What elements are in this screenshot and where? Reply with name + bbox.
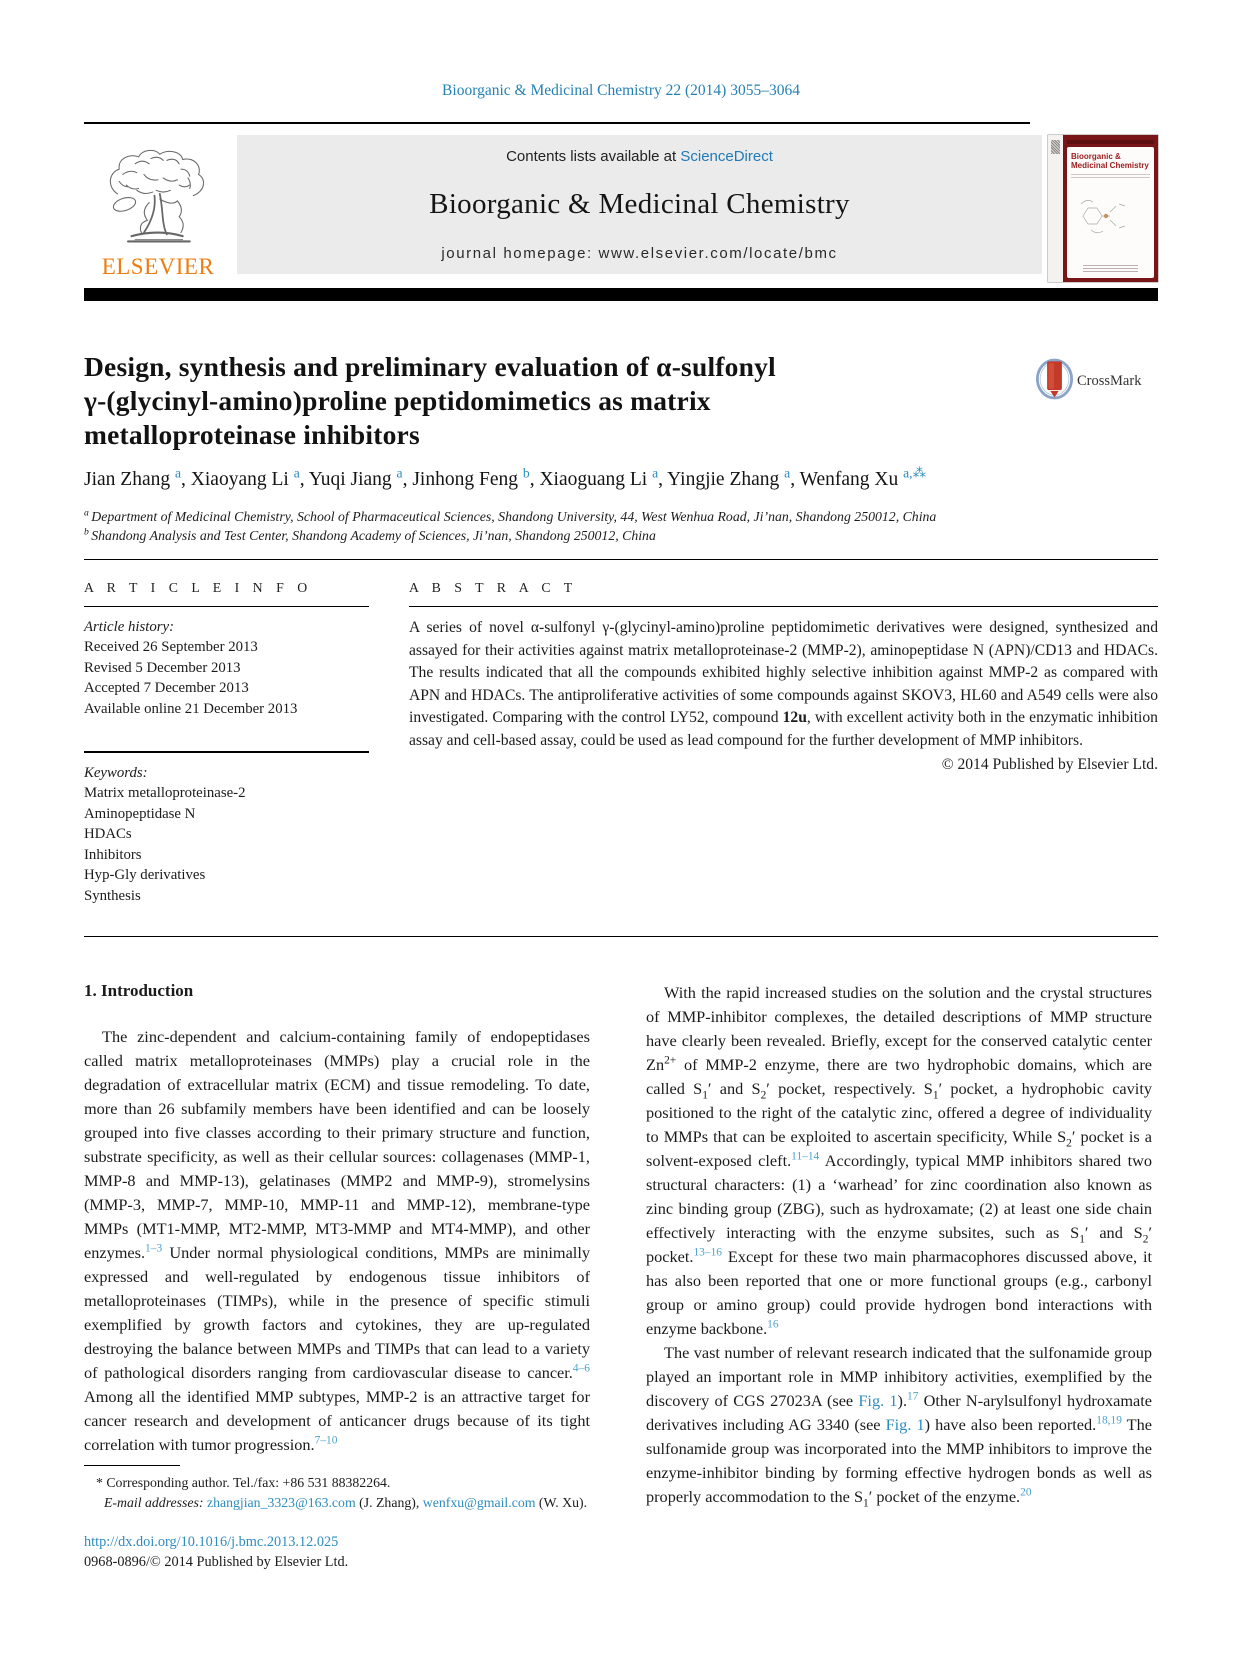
text-segment: (W. Xu).: [535, 1494, 588, 1510]
text-segment: ′ and S: [707, 1079, 761, 1099]
text-segment: 2: [1142, 1233, 1149, 1246]
abstract-text: [409, 617, 1158, 753]
list-item: Synthesis: [84, 887, 141, 904]
text-link[interactable]: 18,19: [1096, 1414, 1122, 1427]
text-segment: ′ pocket.: [646, 1223, 1152, 1267]
list-item: Aminopeptidase N: [84, 805, 196, 822]
text-segment: Except for these two main pharmacophores discussed above, it has also been reported that one or more functional groups (e.g., carbonyl group or amino group) could provide hydrogen bond interactions with enzyme backbone.: [646, 1247, 1152, 1339]
doi-link[interactable]: http://dx.doi.org/10.1016/j.bmc.2013.12.025: [84, 1534, 339, 1551]
text-link[interactable]: 16: [767, 1318, 779, 1331]
left-column: [84, 981, 590, 1572]
text-link[interactable]: wenfxu@gmail.com: [422, 1494, 536, 1510]
text-segment: Other N-arylsulfonyl hydroxamate derivatives including AG 3340 (see: [646, 1391, 1152, 1435]
text-link[interactable]: a: [174, 465, 182, 481]
text-segment: , Jinhong Feng: [402, 468, 523, 490]
text-segment: , with excellent activity both in the enzymatic inhibition assay and cell-based assay, could be used as lead compound for the further development of MMP inhibitors.: [409, 709, 1158, 749]
text-segment: ′ and S: [1084, 1223, 1143, 1243]
list-item: Hyp-Gly derivatives: [84, 867, 206, 884]
intro-paragraph: [84, 1025, 590, 1457]
text-segment: a: [84, 507, 92, 518]
article-title-line-3: metalloproteinase inhibitors: [84, 418, 420, 450]
journal-header: [84, 135, 1158, 282]
right-column: [646, 981, 1152, 1572]
text-segment: Under normal physiological conditions, MMPs are minimally expressed and well-regulated by endogenous tissue inhibitors of metalloproteinases (TIMPs), while in the presence of specific stimuli exemplified by growth factors and cytokines, they are up-regulated destroying the balance between MMPs and TIMPs that can lead to a variety of pathological disorders ranging from cardiovascular disease to cancer.: [84, 1243, 590, 1383]
affiliation-a: [84, 507, 1158, 526]
list-item: HDACs: [84, 826, 132, 843]
text-segment: The zinc-dependent and calcium-containing family of endopeptidases called matrix metalloproteinases (MMPs) play a crucial role in the degradation of extracellular matrix (ECM) and tissue remodeling. To date, more than 26 subfamily members have been identified and can be loosely grouped into five classes according to their primary structure and function, substrate specificity, as well as their cellular sources: collagenases (MMP-1, MMP-8 and MMP-13), gelatinases (MMP2 and MMP-9), stromelysins (MMP-3, MMP-7, MMP-10, MMP-11 and MMP-12), membrane-type MMPs (MT1-MMP, MT2-MMP, MT3-MMP and MT4-MMP), and other enzymes.: [84, 1027, 590, 1263]
text-segment: 2: [1066, 1137, 1072, 1150]
text-link[interactable]: a: [784, 465, 791, 481]
text-segment: 1: [1079, 1233, 1085, 1246]
text-segment: , Wenfang Xu: [790, 468, 904, 490]
footnote-divider: [84, 1465, 180, 1466]
affiliations: [84, 507, 1158, 545]
crossmark-label: CrossMark: [1077, 373, 1142, 390]
text-segment: The vast number of relevant research indicated that the sulfonamide group played an important role in MMP inhibitory activities, exemplified by the discovery of CGS 27023A (see: [646, 1343, 1152, 1411]
article-info-heading: A R T I C L E I N F O: [84, 579, 313, 595]
cover-subtitle-lines: [1071, 174, 1150, 180]
text-segment: 1: [932, 1089, 939, 1102]
abstract-section: [409, 580, 1158, 906]
text-segment: Jian Zhang: [84, 468, 175, 490]
affiliation-b: [84, 526, 1158, 545]
text-segment: A series of novel α-sulfonyl γ-(glycinyl-amino)proline peptidomimetic derivatives were designed, synthesized and assayed for their activities against matrix metalloproteinase-2 (MMP-2), aminopeptidase N (APN)/CD13 and HDACs. The results indicated that all the compounds exhibited highly selective inhibition against MMP-2 as compared with APN and HDACs. The antiproliferative activities of some compounds against SKOV3, HL60 and A549 cells were also investigated. Comparing with the control LY52, compound: [409, 618, 1158, 727]
list-item: Revised 5 December 2013: [84, 659, 241, 676]
text-link[interactable]: 13–16: [693, 1246, 722, 1259]
text-segment: 12u: [782, 709, 807, 727]
contents-prefix: Contents lists available at: [506, 147, 681, 165]
text-segment: ).: [897, 1391, 908, 1411]
text-link[interactable]: 7–10: [314, 1434, 338, 1447]
text-link[interactable]: 4–6: [572, 1362, 590, 1375]
text-segment: Among all the identified MMP subtypes, MMP-2 is an attractive target for cancer research and development of anticancer drugs because of its tight correlation with tumor progression.: [84, 1387, 590, 1455]
article-title: [84, 350, 1036, 452]
elsevier-tree-icon: [102, 148, 214, 252]
text-link[interactable]: 11–14: [791, 1150, 820, 1163]
text-segment: E-mail addresses:: [104, 1494, 207, 1510]
elsevier-logo: [84, 135, 232, 282]
cover-left-strip: [1048, 135, 1063, 282]
text-segment: , Yingjie Zhang: [658, 468, 785, 490]
text-segment: Department of Medicinal Chemistry, School of Pharmaceutical Sciences, Shandong University, 44, West Wenhua Road, Ji’nan, Shandong 250012, China: [91, 508, 937, 524]
contents-line: [245, 148, 1034, 165]
keywords-label: Keywords:: [84, 764, 148, 781]
crossmark-icon: [1036, 358, 1073, 405]
article-title-line-2: γ-(glycinyl-amino)proline peptidomimetics as matrix: [84, 384, 711, 416]
list-item: Available online 21 December 2013: [84, 700, 298, 717]
text-segment: Shandong Analysis and Test Center, Shandong Academy of Sciences, Ji’nan, Shandong 250012, China: [91, 527, 656, 543]
divider: [84, 936, 1158, 937]
journal-name: Bioorganic & Medicinal Chemistry: [429, 188, 850, 221]
text-segment: ) have also been reported.: [924, 1415, 1097, 1435]
text-segment: 1: [702, 1089, 708, 1102]
text-link[interactable]: a: [293, 465, 300, 481]
footnotes: [84, 1465, 590, 1512]
text-segment: , Xiaoguang Li: [529, 468, 653, 490]
body-paragraph: [646, 981, 1152, 1341]
crossmark-badge[interactable]: [1036, 360, 1158, 404]
text-link[interactable]: zhangjian_3323@163.com: [206, 1494, 356, 1510]
text-link[interactable]: Fig. 1: [858, 1391, 898, 1411]
cover-footer-lines: [1083, 265, 1138, 272]
elsevier-wordmark: ELSEVIER: [101, 253, 215, 279]
list-item: Matrix metalloproteinase-2: [84, 785, 246, 802]
text-segment: Accordingly, typical MMP inhibitors shared two structural characters: (1) a ‘warhead’ for zinc coordination also known as zinc binding group (ZBG), such as hydroxamate; (2) at least one side chain effectively interacting with the enzyme subsites, such as S: [646, 1151, 1152, 1243]
cover-top-bar: [1067, 140, 1154, 144]
issn-copyright-line: 0968-0896/© 2014 Published by Elsevier Ltd.: [84, 1554, 349, 1571]
abstract-heading: A B S T R A C T: [409, 579, 578, 595]
text-link[interactable]: b: [522, 465, 530, 481]
text-link[interactable]: Fig. 1: [885, 1415, 925, 1435]
text-segment: ′ pocket, respectively. S: [766, 1079, 933, 1099]
text-segment: 2+: [664, 1054, 677, 1067]
text-segment: of MMP-2 enzyme, there are two hydrophobic domains, which are called S: [646, 1055, 1152, 1099]
divider: [84, 122, 1030, 124]
text-segment: , Xiaoyang Li: [181, 468, 294, 490]
text-segment: ′ pocket of the enzyme.: [868, 1487, 1021, 1507]
list-item: Accepted 7 December 2013: [84, 680, 249, 697]
text-segment: ′ pocket, a hydrophobic cavity positioned to the right of the catalytic zinc, offered a degree of individuality to MMPs that can be exploited to ascertain specificity, While S: [646, 1079, 1152, 1147]
article-title-line-1: Design, synthesis and preliminary evaluation of α-sulfonyl: [84, 350, 776, 382]
text-segment: ′ pocket is a solvent-exposed cleft.: [646, 1127, 1152, 1171]
article-history-label: Article history:: [84, 618, 174, 635]
cover-main: [1063, 135, 1158, 282]
text-segment: * Corresponding author. Tel./fax: +86 531 88382264.: [96, 1475, 391, 1491]
corresponding-author-note: [84, 1473, 590, 1493]
divider: [84, 751, 369, 752]
text-segment: b: [84, 526, 92, 537]
journal-citation: Bioorganic & Medicinal Chemistry 22 (2014) 3055–3064: [442, 82, 800, 99]
article-history-list: [84, 637, 369, 719]
divider: [84, 559, 1158, 560]
text-link[interactable]: a: [396, 465, 403, 481]
text-segment: The sulfonamide group was incorporated into the MMP inhibitors to improve the enzyme-inhibitor binding by forming effective hydrogen bonds as well as properly accommodation to the S: [646, 1415, 1152, 1507]
body-paragraph: [646, 1341, 1152, 1509]
email-addresses-note: [84, 1493, 590, 1513]
text-link[interactable]: 20: [1020, 1486, 1032, 1499]
text-segment: (J. Zhang),: [355, 1494, 423, 1510]
text-link[interactable]: a,⁂: [903, 465, 927, 481]
journal-banner: [237, 135, 1042, 274]
author-list: [84, 465, 1158, 491]
header-black-bar: [84, 288, 1158, 301]
text-segment: , Yuqi Jiang: [299, 468, 397, 490]
divider: [84, 606, 369, 607]
cover-title: Bioorganic & Medicinal Chemistry: [1071, 151, 1149, 170]
article-info-section: [84, 580, 369, 906]
text-segment: 1: [863, 1497, 869, 1510]
text-link[interactable]: 17: [907, 1390, 919, 1403]
footer-identifiers: [84, 1532, 590, 1572]
section-heading-introduction: 1. Introduction: [84, 981, 194, 1001]
copyright-line: © 2014 Published by Elsevier Ltd.: [941, 755, 1158, 773]
sciencedirect-link[interactable]: ScienceDirect: [680, 147, 773, 165]
text-segment: 2: [760, 1089, 767, 1102]
cover-molecule-art: [1071, 186, 1150, 265]
text-link[interactable]: a: [652, 465, 659, 481]
divider: [409, 606, 1158, 607]
list-item: Inhibitors: [84, 846, 142, 863]
keywords-list: [84, 783, 369, 906]
cover-panel: [1067, 147, 1154, 278]
text-link[interactable]: 1–3: [145, 1242, 163, 1255]
journal-cover-thumbnail[interactable]: [1048, 135, 1158, 282]
elsevier-mini-logo-icon: [1051, 140, 1060, 154]
list-item: Received 26 September 2013: [84, 639, 258, 656]
text-segment: With the rapid increased studies on the solution and the crystal structures of MMP-inhibitor complexes, the detailed descriptions of MMP structure have clearly been revealed. Briefly, except for the conserved catalytic center Zn: [646, 983, 1152, 1075]
journal-homepage-link[interactable]: journal homepage: www.elsevier.com/locate/bmc: [441, 244, 838, 262]
